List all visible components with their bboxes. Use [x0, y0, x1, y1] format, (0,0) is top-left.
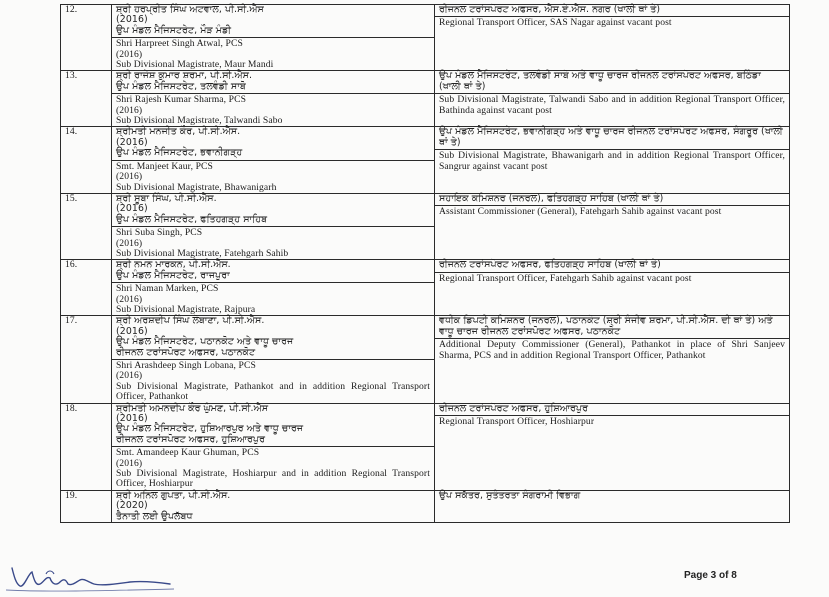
officer-english-line: Sub Divisional Magistrate, Fatehgarh Sahib	[116, 247, 289, 259]
posting-cell	[435, 316, 790, 403]
posting-english: Regional Transport Officer, SAS Nagar against vacant post	[435, 16, 789, 28]
officer-english-line: (2016)	[116, 104, 143, 116]
posting-punjabi: ਰੀਜਨਲ ਟਰਾਂਸਪੋਰਟ ਅਫਸਰ, ਐਸ.ਏ.ਐਸ. ਨਗਰ (ਖਾਲੀ ਥਾਂ ਤੇ)	[439, 4, 661, 15]
posting-english: Assistant Commissioner (General), Fatehgarh Sahib against vacant post	[435, 205, 789, 217]
officer-cell	[112, 403, 435, 490]
officer-cell	[112, 5, 435, 71]
officer-punjabi-line: ਉਪ ਮੰਡਲ ਮੈਜਿਸਟਰੇਟ, ਫਤਿਹਗੜ੍ਹ ਸਾਹਿਬ	[116, 213, 268, 225]
officer-punjabi-line: ਸ਼੍ਰੀ ਰਾਜੇਸ਼ ਕੁਮਾਰ ਸ਼ਰਮਾ, ਪੀ.ਸੀ.ਐਸ.	[116, 70, 253, 82]
posting-punjabi: ਰੀਜਨਲ ਟਰਾਂਸਪੋਰਟ ਅਫਸਰ, ਫਤਿਹਗੜ੍ਹ ਸਾਹਿਬ (ਖਾਲੀ ਥਾਂ ਤੇ)	[439, 259, 661, 271]
posting-punjabi: ਰੀਜਨਲ ਟਰਾਂਸਪੋਰਟ ਅਫਸਰ, ਹੁਸ਼ਿਆਰਪੁਰ	[439, 402, 588, 414]
officer-english-block	[112, 446, 434, 490]
posting-punjabi: ਵਧੀਕ ਡਿਪਟੀ ਕਮਿਸ਼ਨਰ (ਜਨਰਲ), ਪਠਾਨਕੋਟ (ਸ਼੍ਰੀ ਸੰਜੀਵ ਸ਼ਰਮਾ, ਪੀ.ਸੀ.ਐਸ. ਦੀ ਥਾਂ ਤੇ) ਅਤੇ ਵਾਧੂ ਚਾਰਜ ਰੀਜਨਲ ਟਰਾਂਸਪੋਰਟ ਅਫਸਰ, ਪਠਾਨਕੋਟ	[439, 315, 773, 337]
officer-cell	[112, 71, 435, 127]
officer-english-block	[112, 160, 434, 193]
transfer-orders-body	[61, 5, 790, 523]
officer-punjabi-line: (2016)	[116, 14, 148, 26]
officer-punjabi-line: ਤੈਨਾਤੀ ਲਈ ਉਪਲੱਬਧ	[116, 510, 193, 522]
serial-number: 18.	[61, 403, 112, 490]
serial-number: 15.	[61, 193, 112, 259]
posting-cell	[435, 490, 790, 522]
serial-number: 12.	[61, 5, 112, 71]
officer-punjabi-line: ਉਪ ਮੰਡਲ ਮੈਜਿਸਟਰੇਟ, ਪਠਾਨਕੋਟ ਅਤੇ ਵਾਧੂ ਚਾਰਜ	[116, 336, 294, 348]
officer-punjabi-line: ਉਪ ਮੰਡਲ ਮੈਜਿਸਟਰੇਟ, ਹੁਸ਼ਿਆਰਪੁਰ ਅਤੇ ਵਾਧੂ ਚਾਰਜ	[116, 423, 304, 435]
officer-english-line: (2016)	[116, 457, 143, 469]
posting-english: Sub Divisional Magistrate, Bhawanigarh and in addition Regional Transport Officer, Sangrur against vacant post	[435, 149, 789, 172]
officer-punjabi-line: ਸ਼੍ਰੀ ਨਮਨ ਮਾਰਕਨ, ਪੀ.ਸੀ.ਐਸ.	[116, 259, 231, 271]
officer-english-block	[112, 282, 434, 315]
officer-punjabi-line: ਰੀਜਨਲ ਟਰਾਂਸਪੋਰਟ ਅਫਸਰ, ਹੁਸ਼ਿਆਰਪੁਰ	[116, 433, 265, 445]
serial-number: 16.	[61, 260, 112, 316]
officer-english-line: Shri Arashdeep Singh Lobana, PCS	[116, 360, 256, 371]
officer-english-line: Shri Rajesh Kumar Sharma, PCS	[116, 94, 247, 106]
posting-cell	[435, 5, 790, 71]
posting-cell	[435, 193, 790, 259]
officer-english-line: Shri Harpreet Singh Atwal, PCS	[116, 38, 243, 50]
officer-english-line: Smt. Amandeep Kaur Ghuman, PCS	[116, 447, 260, 459]
officer-punjabi-line: (2020)	[116, 500, 148, 512]
officer-english-line: Sub Divisional Magistrate, Bhawanigarh	[116, 181, 277, 193]
officer-cell	[112, 127, 435, 193]
serial-number: 13.	[61, 71, 112, 127]
officer-punjabi-line: ਉਪ ਮੰਡਲ ਮੈਜਿਸਟਰੇਟ, ਭਵਾਨੀਗੜ੍ਹ	[116, 147, 243, 159]
serial-number: 19.	[61, 490, 112, 522]
officer-english-line: (2016)	[116, 48, 143, 60]
table-row	[61, 193, 790, 259]
table-row	[61, 71, 790, 127]
officer-english-line: Sub Divisional Magistrate, Pathankot and in addition Regional Transport Officer, Pathankot	[116, 380, 430, 403]
posting-english: Regional Transport Officer, Hoshiarpur	[435, 415, 789, 427]
posting-punjabi: ਉਪ ਮੰਡਲ ਮੈਜਿਸਟਰੇਟ, ਤਲਵੰਡੀ ਸਾਬੋ ਅਤੇ ਵਾਧੂ ਚਾਰਜ ਰੀਜਨਲ ਟਰਾਂਸਪੋਰਟ ਅਫਸਰ, ਬਠਿੰਡਾ (ਖਾਲੀ ਥਾਂ ਤੇ)	[439, 70, 761, 92]
posting-punjabi: ਉਪ ਮੰਡਲ ਮੈਜਿਸਟਰੇਟ, ਭਵਾਨੀਗੜ੍ਹ ਅਤੇ ਵਾਧੂ ਚਾਰਜ ਰੀਜਨਲ ਟਰਾਂਸਪੋਰਟ ਅਫਸਰ, ਸੰਗਰੂਰ (ਖਾਲੀ ਥਾਂ ਤੇ)	[439, 126, 783, 148]
posting-punjabi: ਸਹਾਇਕ ਕਮਿਸ਼ਨਰ (ਜਨਰਲ), ਫਤਿਹਗੜ੍ਹ ਸਾਹਿਬ (ਖਾਲੀ ਥਾਂ ਤੇ)	[439, 192, 664, 204]
transfer-orders-table	[60, 4, 790, 523]
officer-punjabi-line: (2016)	[116, 136, 148, 148]
officer-punjabi-line: ਸ਼੍ਰੀ ਸੂਬਾ ਸਿੰਘ, ਪੀ.ਸੀ.ਐਸ.	[116, 192, 217, 204]
posting-cell	[435, 403, 790, 490]
posting-english: Regional Transport Officer, Fatehgarh Sahib against vacant post	[435, 272, 789, 284]
officer-english-line: Shri Naman Marken, PCS	[116, 283, 219, 295]
officer-punjabi-line: ਸ਼੍ਰੀਮਤੀ ਮਨਜੀਤ ਕੌਰ, ਪੀ.ਸੀ.ਐਸ.	[116, 126, 241, 138]
signature	[6, 562, 176, 594]
officer-punjabi-line: (2016)	[116, 325, 148, 337]
posting-cell	[435, 71, 790, 127]
officer-punjabi-line: ਸ਼੍ਰੀਮਤੀ ਅਮਨਦੀਪ ਕੌਰ ਘੁੰਮਣ, ਪੀ.ਸੀ.ਐਸ	[116, 402, 269, 414]
serial-number: 14.	[61, 127, 112, 193]
officer-punjabi-line: (2016)	[116, 203, 148, 215]
table-row	[61, 5, 790, 71]
officer-english-line: (2016)	[116, 237, 143, 249]
table-row	[61, 403, 790, 490]
officer-english-line: Sub Divisional Magistrate, Maur Mandi	[116, 59, 274, 71]
page-number: Page 3 of 8	[684, 570, 737, 581]
officer-cell	[112, 316, 435, 403]
officer-english-line: Sub Divisional Magistrate, Talwandi Sabo	[116, 115, 283, 127]
officer-english-line: Shri Suba Singh, PCS	[116, 227, 203, 239]
officer-english-line: Sub Divisional Magistrate, Hoshiarpur and in addition Regional Transport Officer, Hoshiarpur	[116, 468, 430, 490]
posting-english: Additional Deputy Commissioner (General), Pathankot in place of Shri Sanjeev Sharma, PCS and in addition Regional Transport Officer, Pathankot	[435, 338, 789, 361]
posting-punjabi: ਉਪ ਸਕੱਤਰ, ਸੁਤੰਤਰਤਾ ਸੰਗਰਾਮੀ ਵਿਭਾਗ	[439, 489, 581, 501]
officer-english-line: (2016)	[116, 293, 143, 305]
posting-english: Sub Divisional Magistrate, Talwandi Sabo and in addition Regional Transport Officer, Bathinda against vacant post	[435, 93, 789, 116]
table-row	[61, 260, 790, 316]
table-row	[61, 127, 790, 193]
officer-punjabi-line: (2016)	[116, 413, 148, 425]
officer-english-block	[112, 37, 434, 70]
officer-punjabi-line: ਉਪ ਮੰਡਲ ਮੈਜਿਸਟਰੇਟ, ਰਾਜਪੁਰਾ	[116, 269, 230, 281]
posting-cell	[435, 260, 790, 316]
officer-english-line: Sub Divisional Magistrate, Rajpura	[116, 303, 256, 315]
table-row	[61, 490, 790, 522]
officer-english-block	[112, 359, 434, 403]
serial-number: 17.	[61, 316, 112, 403]
officer-punjabi-line: ਸ਼੍ਰੀ ਹਰਪ੍ਰੀਤ ਸਿੰਘ ਅਟਵਾਲ, ਪੀ.ਸੀ.ਐਸ	[116, 4, 264, 15]
officer-english-block	[112, 93, 434, 126]
table-row	[61, 316, 790, 403]
officer-english-line: (2016)	[116, 171, 143, 183]
officer-punjabi-line: ਉਪ ਮੰਡਲ ਮੈਜਿਸਟਰੇਟ, ਤਲਵੰਡੀ ਸਾਬੋ	[116, 80, 246, 92]
officer-cell	[112, 193, 435, 259]
posting-cell	[435, 127, 790, 193]
officer-cell	[112, 490, 435, 522]
officer-english-line: Smt. Manjeet Kaur, PCS	[116, 160, 213, 172]
officer-punjabi-line: ਸ਼੍ਰੀ ਅਰਸ਼ਦੀਪ ਸਿੰਘ ਲੋਬਾਣਾ, ਪੀ.ਸੀ.ਐਸ.	[116, 315, 265, 327]
officer-english-line: (2016)	[116, 370, 143, 382]
officer-punjabi-line: ਸ਼੍ਰੀ ਅਨਿਲ ਗੁਪਤਾ, ਪੀ.ਸੀ.ਐਸ.	[116, 489, 231, 501]
officer-punjabi-line: ਰੀਜਨਲ ਟਰਾਂਸਪੋਰਟ ਅਫਸਰ, ਪਠਾਨਕੋਟ	[116, 346, 256, 358]
officer-english-block	[112, 226, 434, 259]
officer-punjabi-line: ਉਪ ਮੰਡਲ ਮੈਜਿਸਟਰੇਟ, ਮੌੜ ਮੰਡੀ	[116, 24, 232, 36]
officer-cell	[112, 260, 435, 316]
